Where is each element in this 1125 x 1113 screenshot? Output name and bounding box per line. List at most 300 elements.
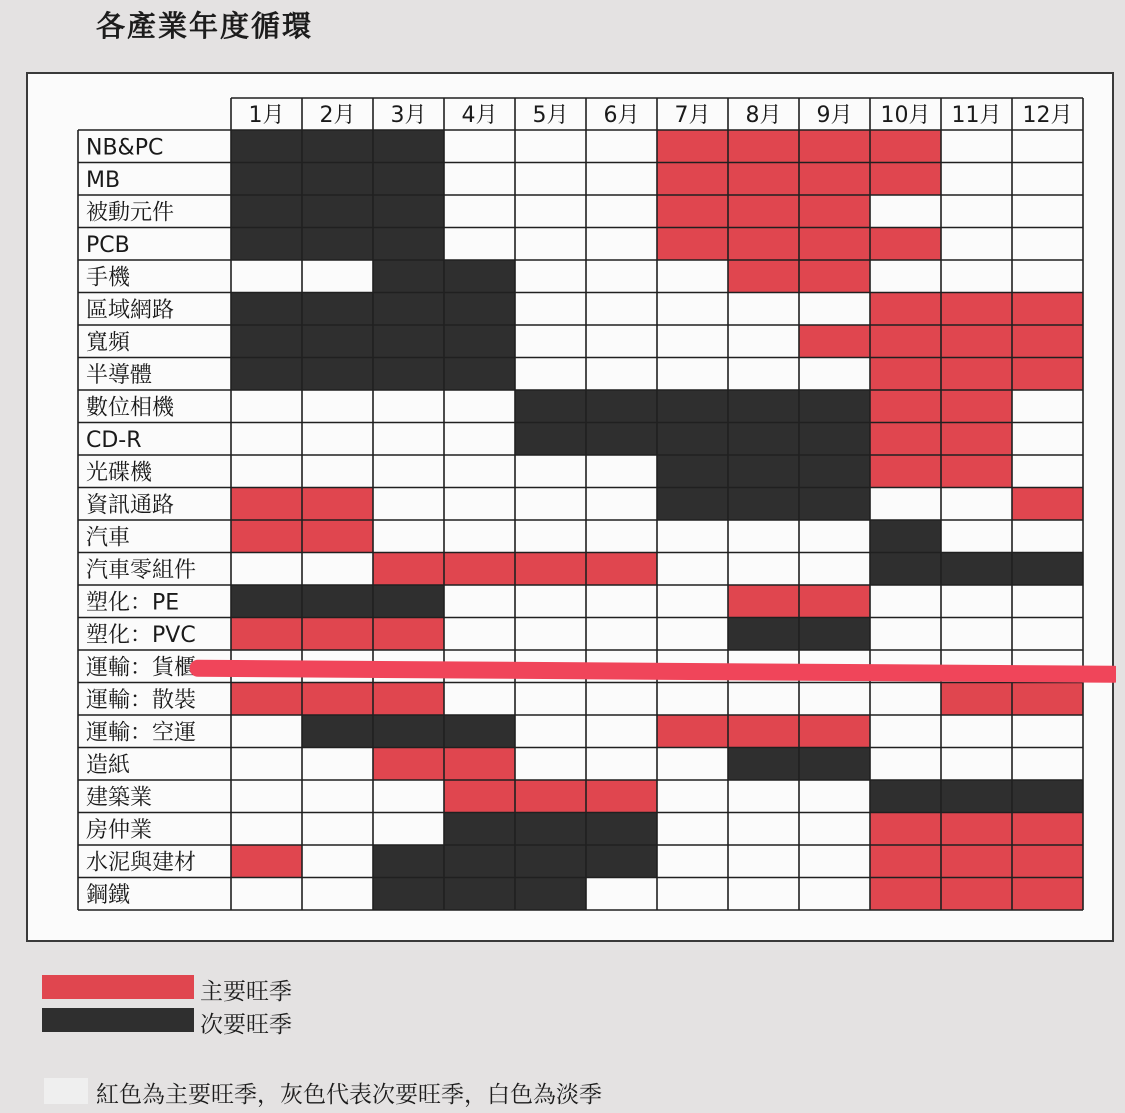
heat-cell (302, 130, 373, 163)
heat-cell (799, 585, 870, 618)
heat-cell (586, 293, 657, 326)
heat-cell (302, 618, 373, 651)
industry-label: 汽車 (86, 525, 131, 551)
heat-cell (515, 878, 586, 911)
heat-cell (1012, 878, 1083, 911)
heat-cell (302, 553, 373, 586)
heat-cell (586, 748, 657, 781)
heat-cell (1012, 260, 1083, 293)
heat-cell (728, 813, 799, 846)
heat-cell (515, 553, 586, 586)
industry-label: NB&PC (86, 135, 164, 161)
heat-cell (231, 748, 302, 781)
heat-cell (870, 293, 941, 326)
heat-cell (373, 520, 444, 553)
heat-cell (799, 683, 870, 716)
heat-cell (302, 585, 373, 618)
month-header: 4月 (461, 103, 498, 128)
heat-cell (1012, 553, 1083, 586)
heat-cell (941, 390, 1012, 423)
heat-cell (302, 163, 373, 196)
heat-cell (657, 585, 728, 618)
heat-cell (799, 618, 870, 651)
heat-cell (1012, 488, 1083, 521)
heat-cell (1012, 813, 1083, 846)
heat-cell (870, 878, 941, 911)
heat-cell (799, 780, 870, 813)
month-header: 5月 (532, 103, 569, 128)
heat-cell (870, 423, 941, 456)
heat-cell (515, 228, 586, 261)
heat-cell (870, 683, 941, 716)
heat-cell (1012, 195, 1083, 228)
heat-cell (1012, 423, 1083, 456)
heat-cell (515, 455, 586, 488)
heat-cell (941, 228, 1012, 261)
heat-cell (302, 488, 373, 521)
heat-cell (231, 163, 302, 196)
month-header: 10月 (880, 103, 931, 128)
heat-cell (1012, 130, 1083, 163)
heat-cell (515, 520, 586, 553)
heat-cell (941, 683, 1012, 716)
heat-cell (373, 358, 444, 391)
page-title: 各產業年度循環 (96, 9, 314, 43)
heat-cell (941, 455, 1012, 488)
heat-cell (515, 585, 586, 618)
industry-label: 半導體 (86, 363, 153, 388)
heat-cell (799, 293, 870, 326)
heat-cell (444, 260, 515, 293)
heat-cell (657, 553, 728, 586)
heat-cell (373, 845, 444, 878)
heat-cell (941, 325, 1012, 358)
heat-cell (728, 585, 799, 618)
heat-cell (728, 455, 799, 488)
heat-cell (586, 195, 657, 228)
heat-cell (231, 520, 302, 553)
heat-cell (1012, 683, 1083, 716)
heat-cell (941, 130, 1012, 163)
heat-cell (515, 130, 586, 163)
heat-cell (515, 358, 586, 391)
heat-cell (657, 195, 728, 228)
heat-cell (657, 780, 728, 813)
heat-cell (231, 390, 302, 423)
heat-cell (586, 130, 657, 163)
heat-cell (1012, 585, 1083, 618)
heat-cell (941, 813, 1012, 846)
heat-cell (1012, 455, 1083, 488)
heat-cell (799, 423, 870, 456)
legend-swatch-primary (42, 975, 194, 999)
heat-cell (231, 780, 302, 813)
heat-cell (728, 195, 799, 228)
heat-cell (302, 228, 373, 261)
heat-cell (373, 260, 444, 293)
month-header: 9月 (816, 103, 853, 128)
heat-cell (586, 163, 657, 196)
heat-cell (373, 553, 444, 586)
heat-cell (515, 293, 586, 326)
heat-cell (302, 683, 373, 716)
industry-label: 被動元件 (86, 200, 175, 226)
heat-cell (444, 488, 515, 521)
heat-cell (302, 325, 373, 358)
heat-cell (444, 423, 515, 456)
heat-cell (941, 585, 1012, 618)
industry-label: 手機 (86, 265, 131, 291)
heat-cell (444, 813, 515, 846)
heat-cell (728, 683, 799, 716)
industry-label: PCB (86, 233, 130, 258)
heat-cell (941, 195, 1012, 228)
heat-cell (515, 748, 586, 781)
heat-cell (231, 618, 302, 651)
heat-cell (231, 455, 302, 488)
heat-cell (1012, 520, 1083, 553)
heat-cell (870, 358, 941, 391)
heat-cell (302, 390, 373, 423)
heat-cell (586, 325, 657, 358)
heat-cell (728, 715, 799, 748)
heat-cell (373, 780, 444, 813)
heat-cell (231, 423, 302, 456)
heat-cell (444, 520, 515, 553)
heat-cell (231, 715, 302, 748)
heat-cell (231, 878, 302, 911)
heat-cell (373, 585, 444, 618)
industry-label: 寬頻 (86, 330, 131, 356)
industry-label: 鋼鐵 (86, 883, 131, 908)
heat-cell (1012, 780, 1083, 813)
heat-cell (657, 358, 728, 391)
heat-cell (586, 358, 657, 391)
heat-cell (941, 618, 1012, 651)
heat-cell (657, 520, 728, 553)
heat-cell (444, 228, 515, 261)
heat-cell (728, 358, 799, 391)
heat-cell (373, 455, 444, 488)
heat-cell (799, 488, 870, 521)
heat-cell (657, 260, 728, 293)
heat-cell (515, 163, 586, 196)
heat-cell (657, 683, 728, 716)
heat-cell (302, 520, 373, 553)
heat-cell (1012, 358, 1083, 391)
month-header: 8月 (745, 103, 782, 128)
heat-cell (870, 748, 941, 781)
heat-cell (586, 423, 657, 456)
heat-cell (728, 520, 799, 553)
heat-cell (870, 618, 941, 651)
heat-cell (444, 683, 515, 716)
heat-cell (799, 520, 870, 553)
month-header: 1月 (248, 103, 285, 128)
heat-cell (444, 585, 515, 618)
heat-cell (444, 553, 515, 586)
heat-cell (941, 715, 1012, 748)
chart-sheet (26, 72, 1114, 942)
heat-cell (657, 845, 728, 878)
heat-cell (657, 455, 728, 488)
heat-cell (515, 195, 586, 228)
heat-cell (302, 813, 373, 846)
heat-cell (941, 780, 1012, 813)
heat-cell (444, 455, 515, 488)
industry-label: 資訊通路 (86, 493, 175, 518)
heat-cell (1012, 163, 1083, 196)
industry-label: 塑化：PE (86, 590, 180, 616)
heat-cell (302, 260, 373, 293)
heat-cell (870, 325, 941, 358)
heat-cell (444, 780, 515, 813)
month-header: 2月 (319, 103, 356, 128)
heat-cell (728, 293, 799, 326)
heat-cell (870, 455, 941, 488)
footnote: 紅色為主要旺季，灰色代表次要旺季，白色為淡季 (96, 1082, 602, 1108)
industry-label: 水泥與建材 (86, 850, 197, 876)
heat-cell (657, 878, 728, 911)
heat-cell (941, 845, 1012, 878)
heat-cell (231, 845, 302, 878)
heat-cell (231, 683, 302, 716)
heat-cell (728, 130, 799, 163)
heat-cell (657, 748, 728, 781)
heat-cell (941, 553, 1012, 586)
heat-cell (373, 228, 444, 261)
heat-cell (870, 813, 941, 846)
marker-highlight (198, 668, 1114, 674)
heat-cell (799, 358, 870, 391)
legend-label-primary: 主要旺季 (200, 979, 292, 1005)
heat-cell (799, 878, 870, 911)
month-header: 7月 (674, 103, 711, 128)
heat-cell (302, 293, 373, 326)
heat-cell (870, 845, 941, 878)
heat-cell (870, 130, 941, 163)
heat-cell (515, 488, 586, 521)
heat-cell (941, 163, 1012, 196)
heat-cell (515, 325, 586, 358)
heat-cell (1012, 390, 1083, 423)
heat-cell (870, 553, 941, 586)
heat-cell (515, 845, 586, 878)
industry-label: 造紙 (86, 753, 131, 778)
heat-cell (444, 715, 515, 748)
heat-cell (231, 553, 302, 586)
heat-cell (231, 260, 302, 293)
heat-cell (515, 423, 586, 456)
heat-cell (444, 878, 515, 911)
heat-cell (444, 618, 515, 651)
industry-label: 運輸：空運 (86, 720, 197, 746)
heat-cell (515, 390, 586, 423)
heat-cell (728, 423, 799, 456)
heat-cell (657, 813, 728, 846)
heat-cell (444, 293, 515, 326)
heat-cell (799, 163, 870, 196)
heat-cell (870, 163, 941, 196)
heat-cell (373, 618, 444, 651)
heat-cell (799, 455, 870, 488)
heat-cell (1012, 325, 1083, 358)
heat-cell (657, 488, 728, 521)
heat-cell (444, 358, 515, 391)
heat-cell (302, 878, 373, 911)
heat-cell (586, 878, 657, 911)
industry-label: MB (86, 168, 121, 193)
heat-cell (728, 878, 799, 911)
heat-cell (870, 780, 941, 813)
heat-cell (728, 748, 799, 781)
heat-cell (302, 455, 373, 488)
heat-cell (373, 293, 444, 326)
heat-cell (657, 423, 728, 456)
heat-cell (373, 748, 444, 781)
heat-cell (231, 228, 302, 261)
heat-cell (302, 780, 373, 813)
heat-cell (302, 715, 373, 748)
heat-cell (586, 813, 657, 846)
heat-cell (231, 195, 302, 228)
heat-cell (941, 423, 1012, 456)
industry-label: CD-R (86, 428, 142, 453)
heat-cell (728, 325, 799, 358)
heat-cell (231, 813, 302, 846)
heat-cell (941, 878, 1012, 911)
heat-cell (799, 228, 870, 261)
heat-cell (799, 748, 870, 781)
heat-cell (657, 715, 728, 748)
heat-cell (302, 423, 373, 456)
season-heatmap (28, 74, 1116, 944)
heat-cell (302, 358, 373, 391)
heat-cell (728, 618, 799, 651)
heat-cell (373, 715, 444, 748)
month-header: 12月 (1022, 103, 1073, 128)
heat-cell (941, 293, 1012, 326)
heat-cell (586, 715, 657, 748)
heat-cell (586, 683, 657, 716)
heat-cell (586, 553, 657, 586)
heat-cell (231, 585, 302, 618)
heat-cell (373, 423, 444, 456)
heat-cell (657, 130, 728, 163)
industry-label: 建築業 (86, 785, 153, 811)
heat-cell (444, 325, 515, 358)
industry-label: 運輸：散裝 (86, 688, 197, 713)
heat-cell (870, 260, 941, 293)
heat-cell (444, 390, 515, 423)
heat-cell (799, 715, 870, 748)
heat-cell (373, 163, 444, 196)
heat-cell (586, 488, 657, 521)
heat-cell (231, 293, 302, 326)
heat-cell (870, 585, 941, 618)
industry-label: 塑化：PVC (86, 623, 196, 648)
heat-cell (728, 845, 799, 878)
heat-cell (728, 163, 799, 196)
heat-cell (728, 780, 799, 813)
heat-cell (586, 390, 657, 423)
heat-cell (657, 325, 728, 358)
heat-cell (373, 130, 444, 163)
heat-cell (373, 813, 444, 846)
heat-cell (728, 228, 799, 261)
heat-cell (1012, 748, 1083, 781)
heat-cell (870, 715, 941, 748)
legend-swatch-secondary (42, 1008, 194, 1032)
heat-cell (373, 325, 444, 358)
heat-cell (302, 195, 373, 228)
heat-cell (444, 130, 515, 163)
heat-cell (586, 585, 657, 618)
month-header: 6月 (603, 103, 640, 128)
heat-cell (799, 195, 870, 228)
heat-cell (799, 845, 870, 878)
heat-cell (586, 780, 657, 813)
industry-label: 運輸：貨櫃 (86, 655, 197, 681)
heat-cell (870, 195, 941, 228)
heat-cell (799, 325, 870, 358)
heat-cell (515, 683, 586, 716)
heat-cell (444, 195, 515, 228)
heat-cell (444, 748, 515, 781)
heat-cell (657, 228, 728, 261)
heat-cell (515, 715, 586, 748)
heat-cell (586, 520, 657, 553)
industry-label: 區域網路 (86, 298, 175, 323)
heat-cell (799, 553, 870, 586)
heat-cell (1012, 618, 1083, 651)
heat-cell (515, 780, 586, 813)
heat-cell (657, 163, 728, 196)
heat-cell (586, 455, 657, 488)
heat-cell (728, 488, 799, 521)
heat-cell (231, 130, 302, 163)
industry-label: 房仲業 (86, 818, 153, 843)
heat-cell (515, 813, 586, 846)
heat-cell (586, 618, 657, 651)
heat-cell (373, 488, 444, 521)
heat-cell (941, 748, 1012, 781)
month-header: 3月 (390, 103, 427, 128)
heat-cell (373, 390, 444, 423)
heat-cell (941, 520, 1012, 553)
heat-cell (1012, 228, 1083, 261)
month-header: 11月 (951, 103, 1002, 128)
heat-cell (444, 845, 515, 878)
heat-cell (373, 878, 444, 911)
heat-cell (231, 488, 302, 521)
heat-cell (728, 390, 799, 423)
heat-cell (586, 260, 657, 293)
heat-cell (444, 163, 515, 196)
heat-cell (941, 488, 1012, 521)
heat-cell (728, 553, 799, 586)
heat-cell (1012, 715, 1083, 748)
heat-cell (941, 358, 1012, 391)
heat-cell (728, 260, 799, 293)
heat-cell (1012, 293, 1083, 326)
heat-cell (231, 358, 302, 391)
industry-label: 光碟機 (86, 460, 153, 486)
heat-cell (302, 845, 373, 878)
heat-cell (941, 260, 1012, 293)
heat-cell (373, 195, 444, 228)
heat-cell (373, 683, 444, 716)
